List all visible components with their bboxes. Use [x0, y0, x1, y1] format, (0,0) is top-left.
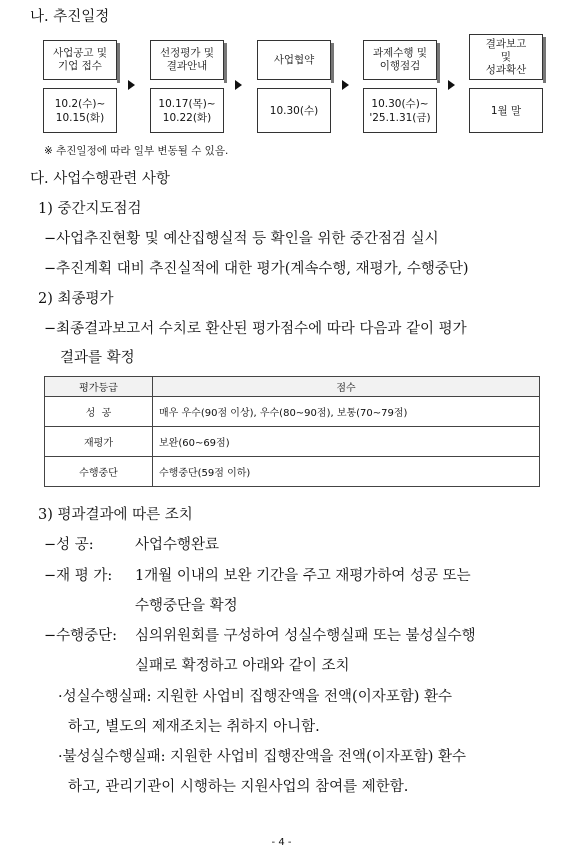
action-halt-label: −수행중단: — [44, 628, 118, 644]
schedule-step-label: 과제수행 및 이행점검 — [363, 40, 437, 80]
schedule-step-date: 10.2(수)~ 10.15(화) — [43, 88, 117, 133]
schedule-step — [257, 40, 331, 133]
detail-insincere-failure-line-1: ·불성실수행실패: 지원한 사업비 집행잔액을 전액(이자포함) 환수 — [58, 749, 467, 765]
schedule-step-date: 10.30(수) — [257, 88, 331, 133]
table-cell-grade: 재평가 — [45, 427, 153, 457]
schedule-step — [469, 34, 543, 133]
action-halt-line-1: 심의위원회를 구성하여 성실수행실패 또는 불성실수행 — [135, 628, 476, 644]
action-success-text: 사업수행완료 — [135, 537, 220, 553]
action-reeval-line-1: 1개월 이내의 보완 기간을 주고 재평가하여 성공 또는 — [135, 568, 471, 584]
schedule-step-label: 사업공고 및 기업 접수 — [43, 40, 117, 80]
schedule-step-date: 10.30(수)~ '25.1.31(금) — [363, 88, 437, 133]
flow-arrow-icon — [342, 80, 349, 90]
table-cell-score: 매우 우수(90점 이상), 우수(80~90점), 보통(70~79점) — [153, 397, 540, 427]
flow-arrow-icon — [128, 80, 135, 90]
schedule-step-label: 사업협약 — [257, 40, 331, 80]
schedule-step-date: 1월 말 — [469, 88, 543, 133]
table-cell-score: 보완(60~69점) — [153, 427, 540, 457]
action-reeval-label: −재 평 가: — [44, 568, 113, 584]
table-cell-grade: 수행중단 — [45, 457, 153, 487]
schedule-step-label: 결과보고 및 성과확산 — [469, 34, 543, 80]
subsection-actions: 3) 평과결과에 따른 조치 — [38, 507, 193, 523]
table-cell-score: 수행중단(59점 이하) — [153, 457, 540, 487]
score-table — [44, 376, 540, 487]
schedule-step — [363, 40, 437, 133]
action-reeval-line-2: 수행중단을 확정 — [135, 598, 238, 614]
interim-bullet-2: −추진계획 대비 추진실적에 대한 평가(계속수행, 재평가, 수행중단) — [44, 261, 469, 277]
action-success-label: −성 공: — [44, 537, 94, 553]
action-halt-line-2: 실패로 확정하고 아래와 같이 조치 — [135, 658, 350, 674]
table-row — [45, 397, 540, 427]
final-bullet-line-2: 결과를 확정 — [60, 350, 135, 366]
subsection-final-evaluation: 2) 최종평가 — [38, 291, 114, 307]
page-number: - 4 - — [271, 837, 292, 848]
detail-sincere-failure-line-2: 하고, 별도의 제재조치는 취하지 아니함. — [68, 719, 320, 735]
interim-bullet-1: −사업추진현황 및 예산집행실적 등 확인을 위한 중간점검 실시 — [44, 231, 439, 247]
subsection-interim-check: 1) 중간지도점검 — [38, 201, 142, 217]
detail-insincere-failure-line-2: 하고, 관리기관이 시행하는 지원사업의 참여를 제한함. — [68, 779, 409, 795]
table-row — [45, 457, 540, 487]
table-row — [45, 427, 540, 457]
table-header-score: 점수 — [153, 377, 540, 397]
table-header-row — [45, 377, 540, 397]
schedule-step-date: 10.17(목)~ 10.22(화) — [150, 88, 224, 133]
table-header-grade: 평가등급 — [45, 377, 153, 397]
section-title-schedule: 나. 추진일정 — [30, 9, 110, 25]
flow-arrow-icon — [448, 80, 455, 90]
schedule-note: ※ 추진일정에 따라 일부 변동될 수 있음. — [44, 145, 229, 157]
table-cell-grade: 성 공 — [45, 397, 153, 427]
final-bullet-line-1: −최종결과보고서 수치로 환산된 평가점수에 따라 다음과 같이 평가 — [44, 321, 467, 337]
flow-arrow-icon — [235, 80, 242, 90]
schedule-step — [150, 40, 224, 133]
schedule-step-label: 선정평가 및 결과안내 — [150, 40, 224, 80]
schedule-step — [43, 40, 117, 133]
detail-sincere-failure-line-1: ·성실수행실패: 지원한 사업비 집행잔액을 전액(이자포함) 환수 — [58, 689, 453, 705]
section-title-execution: 다. 사업수행관련 사항 — [30, 171, 170, 187]
